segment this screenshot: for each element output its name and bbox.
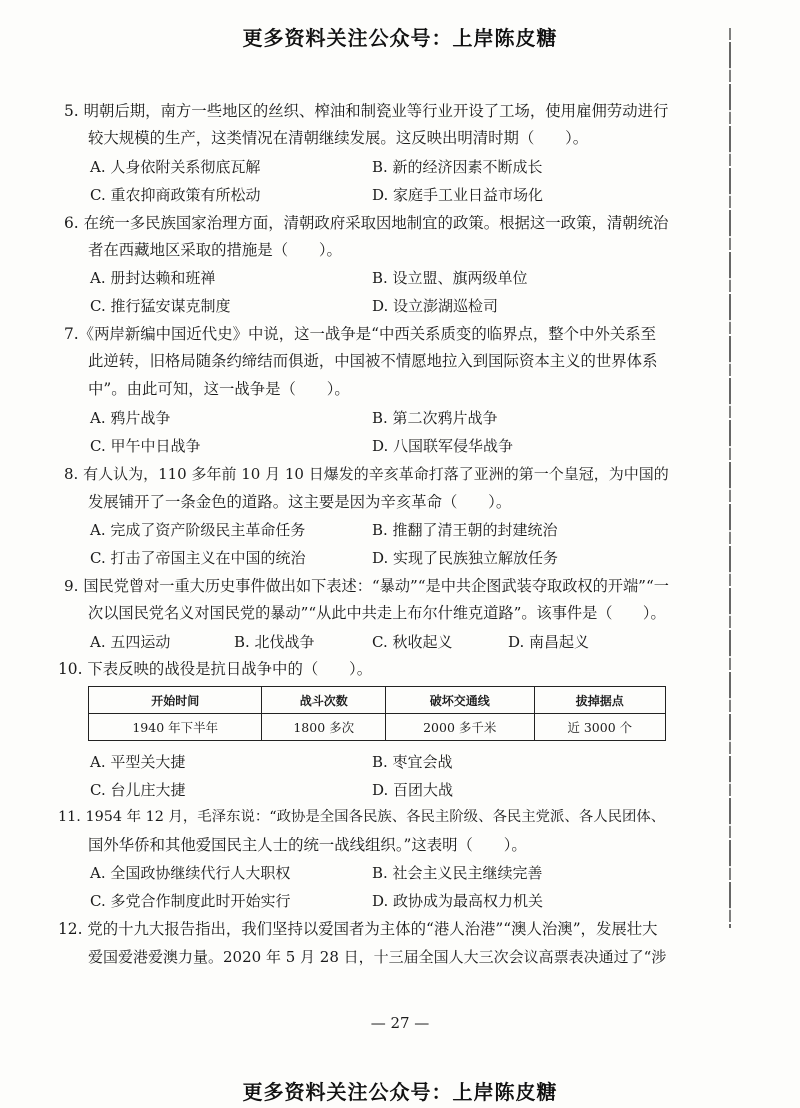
q5-line-2: 较大规模的生产，这类情况在清朝继续发展。这反映出明清时期（ ）。 — [88, 129, 589, 147]
q9-line-1: 9. 国民党曾对一重大历史事件做出如下表述：“暴动”“是中共企图武装夺取政权的开端”“一 — [64, 577, 669, 595]
footer-banner: 更多资料关注公众号：上岸陈皮糖 — [242, 1080, 558, 1104]
q7-line-2: 此逆转，旧格局随条约缔结而俱逝，中国被不情愿地拉入到国际资本主义的世界体系 — [88, 352, 658, 370]
table-header-row — [89, 687, 666, 714]
q7-option-d: D. 八国联军侵华战争 — [372, 437, 514, 455]
q7-option-b: B. 第二次鸦片战争 — [372, 409, 498, 427]
table-header-cell: 开始时间 — [89, 687, 262, 714]
table-cell: 近 3000 个 — [534, 714, 666, 741]
q11-option-d: D. 政协成为最高权力机关 — [372, 892, 544, 910]
table-header-cell: 破坏交通线 — [386, 687, 535, 714]
q5-line-1: 5. 明朝后期，南方一些地区的丝织、榨油和制瓷业等行业开设了工场，使用雇佣劳动进行 — [64, 102, 669, 120]
q6-option-d: D. 设立澎湖巡检司 — [372, 297, 499, 315]
q6-option-c: C. 推行猛安谋克制度 — [90, 297, 231, 315]
q11-line-1: 11. 1954 年 12 月，毛泽东说：“政协是全国各民族、各民主阶级、各民主党派、各人民团体、 — [58, 809, 666, 825]
q10-line-1: 10. 下表反映的战役是抗日战争中的（ ）。 — [58, 660, 373, 678]
q6-line-2: 者在西藏地区采取的措施是（ ）。 — [88, 241, 342, 259]
table-cell: 2000 多千米 — [386, 714, 535, 741]
q12-line-1: 12. 党的十九大报告指出，我们坚持以爱国者为主体的“港人治港”“澳人治澳”，发展壮大 — [58, 920, 658, 938]
q5-option-d: D. 家庭手工业日益市场化 — [372, 186, 544, 204]
table-header-cell: 战斗次数 — [262, 687, 386, 714]
q9-option-c: C. 秋收起义 — [372, 633, 453, 651]
q12-line-2: 爱国爱港爱澳力量。2020 年 5 月 28 日，十三届全国人大三次会议高票表决通过了“涉 — [88, 948, 667, 966]
table-cell: 1800 多次 — [262, 714, 386, 741]
q8-option-d: D. 实现了民族独立解放任务 — [372, 549, 559, 567]
q8-option-a: A. 完成了资产阶级民主革命任务 — [90, 521, 306, 539]
q9-option-d: D. 南昌起义 — [508, 633, 590, 651]
table-cell: 1940 年下半年 — [89, 714, 262, 741]
q11-option-a: A. 全国政协继续代行人大职权 — [90, 864, 291, 882]
q10-option-a: A. 平型关大捷 — [90, 753, 186, 771]
q7-option-c: C. 甲午中日战争 — [90, 437, 201, 455]
q10-option-c: C. 台儿庄大捷 — [90, 781, 186, 799]
table-header-cell: 拔掉据点 — [534, 687, 666, 714]
q11-option-b: B. 社会主义民主继续完善 — [372, 864, 543, 882]
q8-line-1: 8. 有人认为，110 多年前 10 月 10 日爆发的辛亥革命打落了亚洲的第一个皇冠，为中国的 — [64, 465, 669, 483]
q5-option-a: A. 人身依附关系彻底瓦解 — [90, 158, 261, 176]
q5-option-b: B. 新的经济因素不断成长 — [372, 158, 543, 176]
q9-option-a: A. 五四运动 — [90, 633, 171, 651]
q11-option-c: C. 多党合作制度此时开始实行 — [90, 892, 291, 910]
q11-line-2: 国外华侨和其他爱国民主人士的统一战线组织。”这表明（ ）。 — [88, 836, 527, 854]
q10-option-b: B. 枣宜会战 — [372, 753, 453, 771]
q7-line-3: 中”。由此可知，这一战争是（ ）。 — [88, 380, 350, 398]
table-row — [89, 714, 666, 741]
q5-option-c: C. 重农抑商政策有所松动 — [90, 186, 261, 204]
page-number: — 27 — — [370, 1014, 430, 1032]
q9-line-2: 次以国民党名义对国民党的暴动”“从此中共走上布尔什维克道路”。该事件是（ ）。 — [88, 604, 666, 622]
q10-option-d: D. 百团大战 — [372, 781, 454, 799]
q6-option-a: A. 册封达赖和班禅 — [90, 269, 216, 287]
q7-line-1: 7.《两岸新编中国近代史》中说，这一战争是“中西关系质变的临界点，整个中外关系至 — [64, 325, 657, 343]
q7-option-a: A. 鸦片战争 — [90, 409, 171, 427]
q8-option-b: B. 推翻了清王朝的封建统治 — [372, 521, 558, 539]
q8-line-2: 发展铺开了一条金色的道路。这主要是因为辛亥革命（ ）。 — [88, 493, 512, 511]
header-banner: 更多资料关注公众号：上岸陈皮糖 — [242, 26, 558, 50]
q9-option-b: B. 北伐战争 — [234, 633, 315, 651]
q8-option-c: C. 打击了帝国主义在中国的统治 — [90, 549, 306, 567]
q6-line-1: 6. 在统一多民族国家治理方面，清朝政府采取因地制宜的政策。根据这一政策，清朝统治 — [64, 214, 669, 232]
battle-table — [88, 686, 666, 741]
q6-option-b: B. 设立盟、旗两级单位 — [372, 269, 528, 287]
